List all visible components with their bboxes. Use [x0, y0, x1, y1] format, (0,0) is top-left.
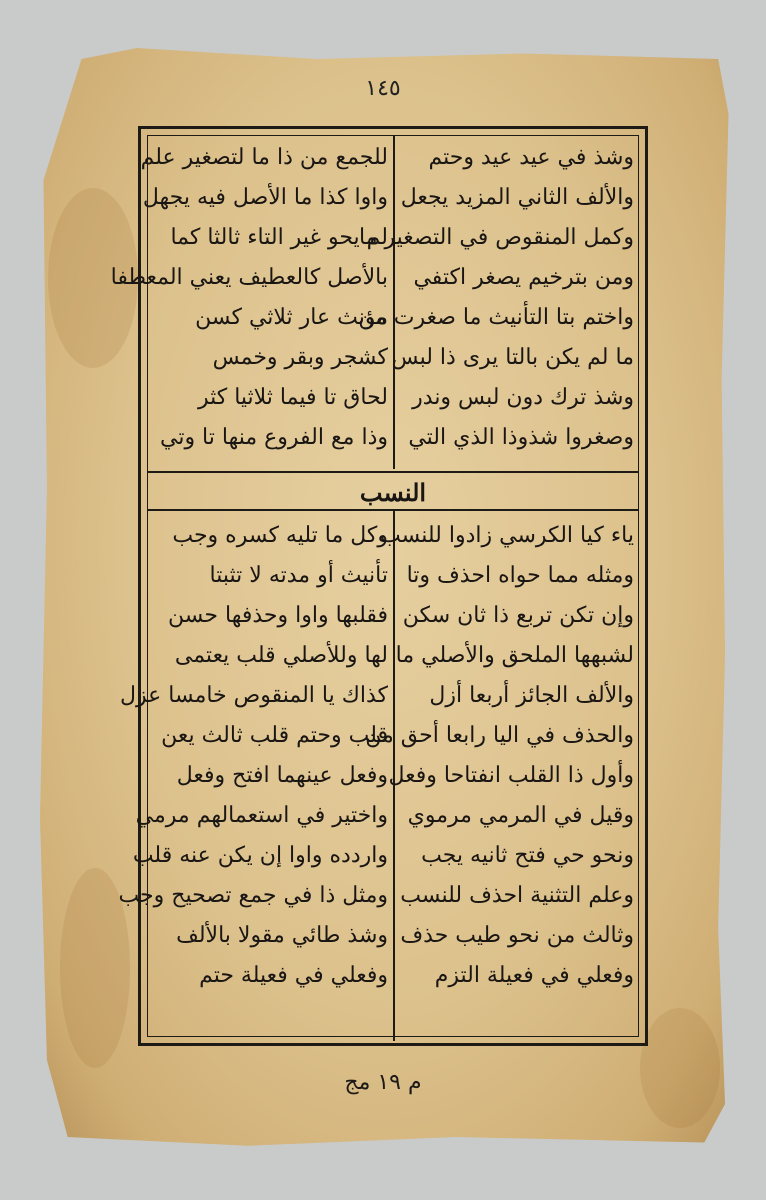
- verse-line: وأول ذا القلب انفتاحا وفعل: [388, 763, 634, 788]
- verse-line: وشذ ترك دون لبس وندر: [412, 385, 634, 410]
- verse-line: وشذ طائي مقولا بالألف: [176, 923, 388, 948]
- folio-stamp: م ١٩ مج: [344, 1070, 422, 1095]
- verse-column-bottom-left: [118, 516, 388, 996]
- verse-column-bottom-right: [365, 516, 634, 996]
- verse-line: ومن بترخيم يصغر اكتفي: [413, 265, 634, 290]
- verse-line: وقيل في المرمي مرموي: [407, 803, 634, 828]
- verse-line: واختير في استعمالهم مرمي: [135, 803, 388, 828]
- verse-line: بالأصل كالعطيف يعني المعطفا: [110, 265, 388, 290]
- verse-line: للجمع من ذا ما لتصغير علم: [140, 145, 388, 170]
- verse-line: مؤنث عار ثلاثي كسن: [195, 305, 388, 330]
- verse-line: فقلبها واوا وحذفها حسن: [168, 603, 388, 628]
- verse-line: كشجر وبقر وخمس: [212, 345, 388, 370]
- paper-stain: [640, 1008, 720, 1128]
- verse-line: ياء كيا الكرسي زادوا للنسب: [380, 523, 634, 548]
- verse-line: وكل ما تليه كسره وجب: [172, 523, 388, 548]
- verse-line: وشذ في عيد عيد وحتم: [428, 145, 634, 170]
- verse-line: واوا كذا ما الأصل فيه يجهل: [142, 185, 388, 210]
- verse-line: والحذف في اليا رابعا أحق من: [365, 723, 634, 748]
- verse-line: وذا مع الفروع منها تا وتي: [159, 425, 388, 450]
- verse-line: وإن تكن تربع ذا ثان سكن: [402, 603, 634, 628]
- verse-line: ومثله مما حواه احذف وتا: [406, 563, 634, 588]
- verse-line: وعلم التثنية احذف للنسب: [400, 883, 634, 908]
- verse-line: واردده واوا إن يكن عنه قلب: [132, 843, 388, 868]
- verse-line: وثالث من نحو طيب حذف: [400, 923, 634, 948]
- verse-line: وكمل المنقوص في التصغير ما: [359, 225, 634, 250]
- verse-line: لحاق تا فيما ثلاثيا كثر: [197, 385, 388, 410]
- verse-line: لها وللأصلي قلب يعتمى: [174, 643, 388, 668]
- page-number: ١٤٥: [365, 76, 401, 101]
- section-rule-top: [147, 471, 639, 473]
- verse-line: قلب وحتم قلب ثالث يعن: [161, 723, 388, 748]
- verse-line: ومثل ذا في جمع تصحيح وجب: [118, 883, 388, 908]
- verse-line: واختم بتا التأنيث ما صغرت من: [358, 305, 634, 330]
- verse-line: ونحو حي فتح ثانيه يجب: [421, 843, 634, 868]
- verse-line: تأنيث أو مدته لا تثبتا: [209, 563, 388, 588]
- verse-line: وفعلي في فعيلة حتم: [199, 963, 388, 988]
- verse-line: لم يحو غير التاء ثالثا كما: [170, 225, 388, 250]
- verse-line: والألف الثاني المزيد يجعل: [400, 185, 634, 210]
- verse-line: لشبهها الملحق والأصلي ما: [395, 643, 634, 668]
- verse-column-top-right: [358, 138, 634, 458]
- verse-line: وفعل عينهما افتح وفعل: [176, 763, 388, 788]
- verse-line: والألف الجائز أربعا أزل: [429, 683, 634, 708]
- verse-line: وصغروا شذوذا الذي التي: [408, 425, 634, 450]
- verse-line: وفعلي في فعيلة التزم: [434, 963, 634, 988]
- section-heading: النسب: [359, 478, 427, 507]
- verse-line: كذاك يا المنقوص خامسا عزل: [120, 683, 388, 708]
- verse-line: ما لم يكن بالتا يرى ذا لبس: [391, 345, 634, 370]
- verse-column-top-left: [110, 138, 388, 458]
